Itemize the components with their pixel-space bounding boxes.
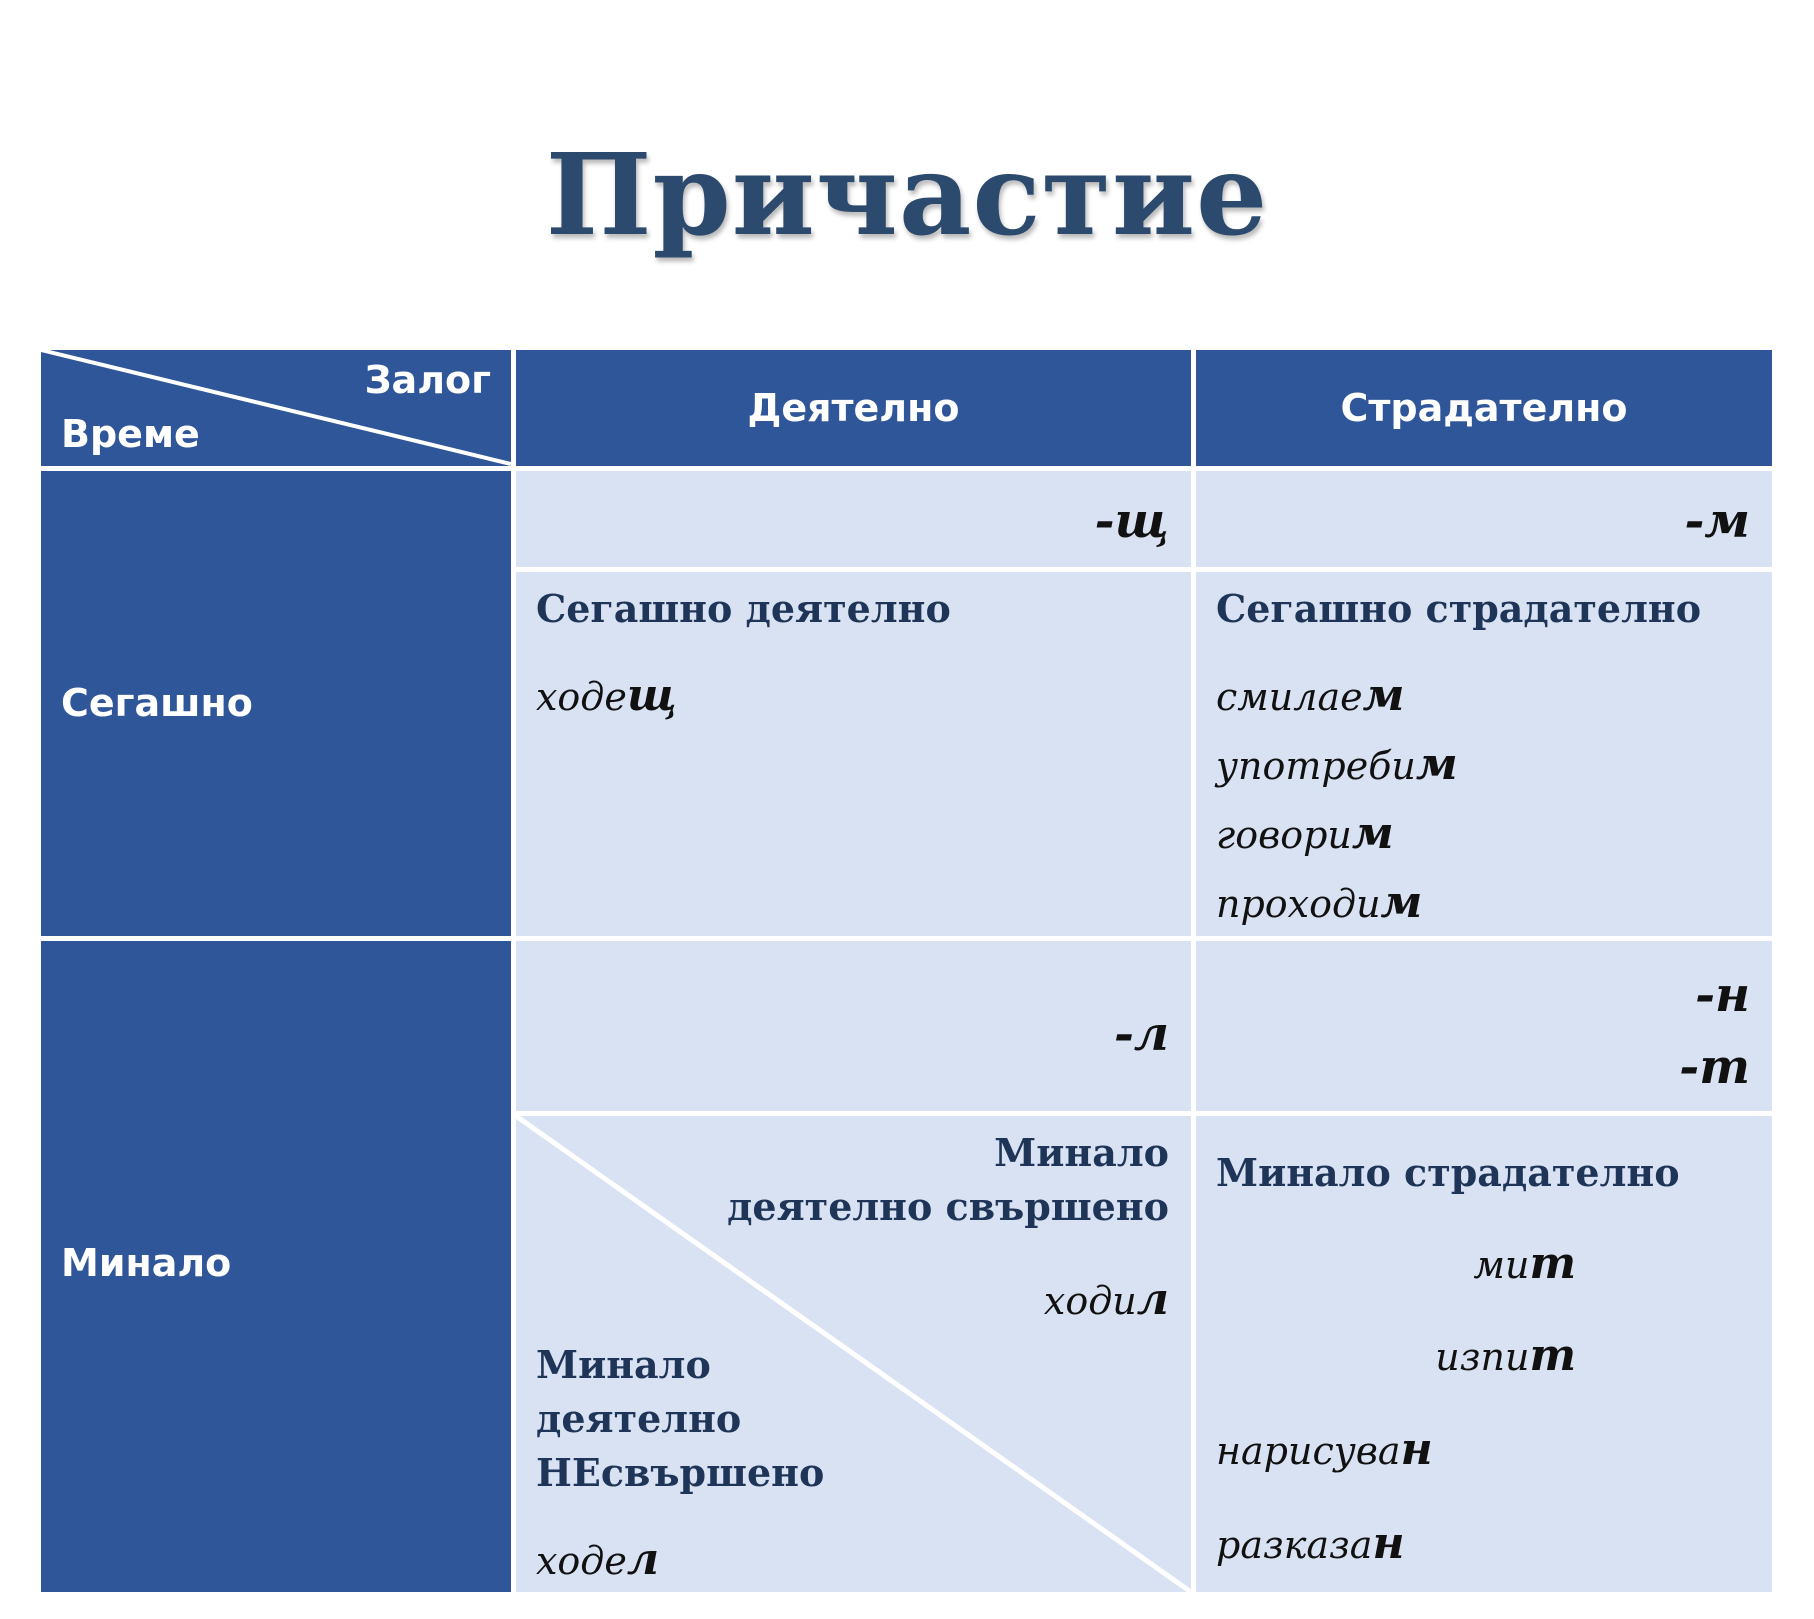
row-header-present-label: Сегашно xyxy=(61,681,253,725)
past-passive-suffix-t: -т xyxy=(1679,1039,1750,1095)
present-active-example: ходещ xyxy=(536,670,677,721)
past-active-suffix-cell xyxy=(516,941,1191,1111)
present-passive-example: смилаем xyxy=(1216,670,1405,721)
imperfective-label-3: НЕсвършено xyxy=(536,1450,825,1495)
past-passive-cell xyxy=(1196,1116,1772,1592)
row-header-past-label: Минало xyxy=(61,1241,232,1285)
past-passive-example: изпит xyxy=(1435,1330,1576,1381)
past-passive-example: разказан xyxy=(1216,1518,1405,1569)
past-passive-suffix-n: -н xyxy=(1695,967,1750,1023)
column-header-passive xyxy=(1196,350,1772,466)
row-header-past xyxy=(41,941,511,1592)
imperfective-label-1: Минало xyxy=(536,1342,711,1387)
present-active-cell xyxy=(516,572,1191,936)
page-title: Причастие xyxy=(545,130,1269,261)
column-header-active xyxy=(516,350,1191,466)
imperfective-label-2: деятелно xyxy=(536,1396,742,1441)
column-header-passive-label: Страдателно xyxy=(1340,386,1628,430)
present-passive-example: проходим xyxy=(1216,877,1423,928)
perfective-label-1: Минало xyxy=(994,1130,1169,1175)
present-active-suffix: -щ xyxy=(1094,493,1169,549)
corner-label-voice: Залог xyxy=(364,358,491,402)
past-passive-example: нарисуван xyxy=(1216,1424,1433,1475)
corner-label-tense: Време xyxy=(61,412,200,456)
corner-header-cell xyxy=(41,350,511,466)
past-passive-example: мит xyxy=(1473,1238,1576,1289)
row-header-present xyxy=(41,471,511,936)
present-passive-label: Сегашно страдателно xyxy=(1216,586,1702,631)
perfective-example: ходил xyxy=(1043,1274,1169,1325)
past-active-cell xyxy=(516,1116,1191,1592)
column-header-active-label: Деятелно xyxy=(747,386,960,430)
present-active-suffix-cell xyxy=(516,471,1191,567)
present-active-label: Сегашно деятелно xyxy=(536,586,951,631)
past-active-suffix: -л xyxy=(1113,1006,1169,1062)
present-passive-suffix-cell xyxy=(1196,471,1772,567)
present-passive-example: говорим xyxy=(1216,808,1394,859)
present-passive-suffix: -м xyxy=(1684,493,1750,549)
perfective-label-2: деятелно свършено xyxy=(727,1184,1169,1229)
present-passive-cell xyxy=(1196,572,1772,936)
past-passive-label: Минало страдателно xyxy=(1216,1150,1680,1195)
present-passive-example: употребим xyxy=(1216,739,1458,790)
imperfective-example: ходел xyxy=(536,1534,660,1585)
past-passive-suffix-cell xyxy=(1196,941,1772,1111)
